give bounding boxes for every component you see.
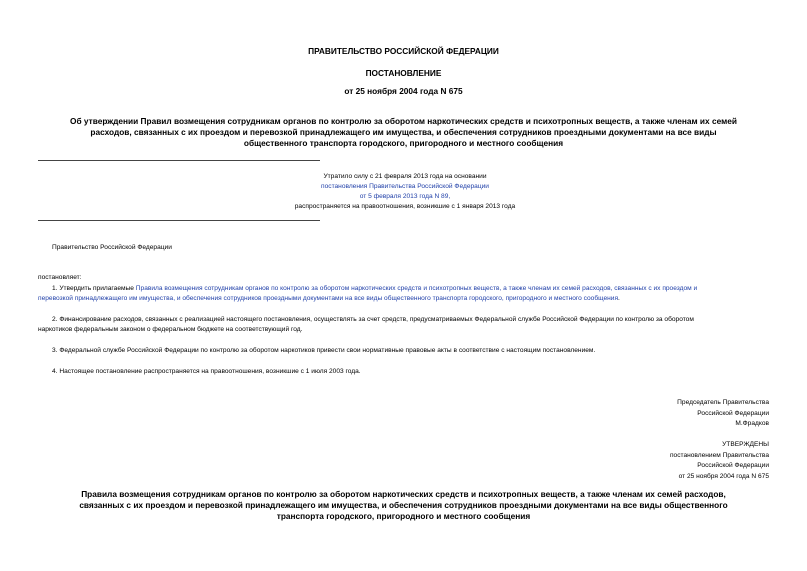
rules-title-line: Правила возмещения сотрудникам органов по контролю за оборотом наркотических средств и психотропных веществ, а также членам их семей расходов,	[81, 489, 726, 499]
repeal-decree-link[interactable]: постановления Правительства Российской Федерации	[321, 183, 489, 190]
rules-title	[0, 489, 807, 522]
rules-link-continued[interactable]: перевозкой принадлежащего им имущества, и обеспечения сотрудников проездными документами на все виды общественного транспорта городского, пригородного и местного сообщения	[38, 295, 619, 303]
paragraph-2-line: наркотиков федеральным законом о федеральном бюджете на соответствующий год.	[38, 326, 303, 334]
document-title-line: расходов, связанных с их проездом и перевозкой принадлежащего им имущества, и обеспечения сотрудников проездными документами на все виды	[90, 127, 717, 137]
document-title-line: общественного транспорта городского, пригородного и местного сообщения	[243, 138, 564, 148]
document-date-number: от 25 ноября 2004 года N 675	[344, 86, 463, 96]
paragraph-3: 3. Федеральной службе Российской Федерации по контролю за оборотом наркотиков привести свои нормативные правовые акты в соответствие с настоящим постановлением.	[52, 347, 596, 354]
paragraph-2-line: 2. Финансирование расходов, связанных с реализацией настоящего постановления, осуществлять за счет средств, предусматриваемых Федеральной службе Российской Федерации по контролю за оборотом	[52, 316, 694, 323]
approval-block	[670, 440, 769, 482]
signatory-name: М.Фрадков	[735, 420, 769, 427]
divider-top	[38, 160, 320, 161]
repeal-decree-date-link[interactable]: от 5 февраля 2013 года N 89,	[359, 193, 451, 200]
paragraph-1-suffix: .	[618, 295, 620, 303]
signature-block	[677, 398, 769, 430]
divider-bottom	[38, 220, 320, 221]
rules-title-line: связанных с их проездом и перевозкой принадлежащего им имущества, и обеспечения сотрудников проездными документами на все виды общественного	[79, 500, 728, 510]
paragraph-1	[38, 284, 769, 305]
status-note	[240, 172, 570, 212]
approval-line: от 25 ноября 2004 года N 675	[678, 472, 769, 480]
paragraph-1-prefix: 1. Утвердить прилагаемые	[52, 285, 136, 292]
paragraph-4: 4. Настоящее постановление распространяется на правоотношения, возникшие с 1 июля 2003 года.	[52, 368, 361, 375]
status-line: распространяется на правоотношения, возникшие с 1 января 2013 года	[294, 203, 516, 210]
signatory-title: Российской Федерации	[697, 409, 769, 417]
status-line: Утратило силу с 21 февраля 2013 года на основании	[323, 173, 487, 180]
signatory-title: Председатель Правительства	[677, 399, 769, 406]
approval-line: УТВЕРЖДЕНЫ	[722, 441, 769, 448]
paragraph-2	[38, 315, 769, 336]
issuer: Правительство Российской Федерации	[52, 244, 172, 251]
approval-line: постановлением Правительства	[669, 451, 769, 459]
document-type: ПОСТАНОВЛЕНИЕ	[365, 68, 442, 78]
document-title	[0, 116, 807, 149]
rules-title-line: транспорта городского, пригородного и местного сообщения	[276, 511, 531, 521]
government-name: ПРАВИТЕЛЬСТВО РОССИЙСКОЙ ФЕДЕРАЦИИ	[308, 46, 499, 56]
approval-line: Российской Федерации	[697, 462, 769, 469]
rules-link[interactable]: Правила возмещения сотрудникам органов по контролю за оборотом наркотических средств и психотропных веществ, а также членам их семей расходов, связанных с их проездом и	[135, 285, 698, 292]
document-title-line: Об утверждении Правил возмещения сотрудникам органов по контролю за оборотом наркотических средств и психотропных веществ, а также членам их семей	[70, 116, 737, 126]
resolves-word: постановляет:	[38, 274, 82, 281]
